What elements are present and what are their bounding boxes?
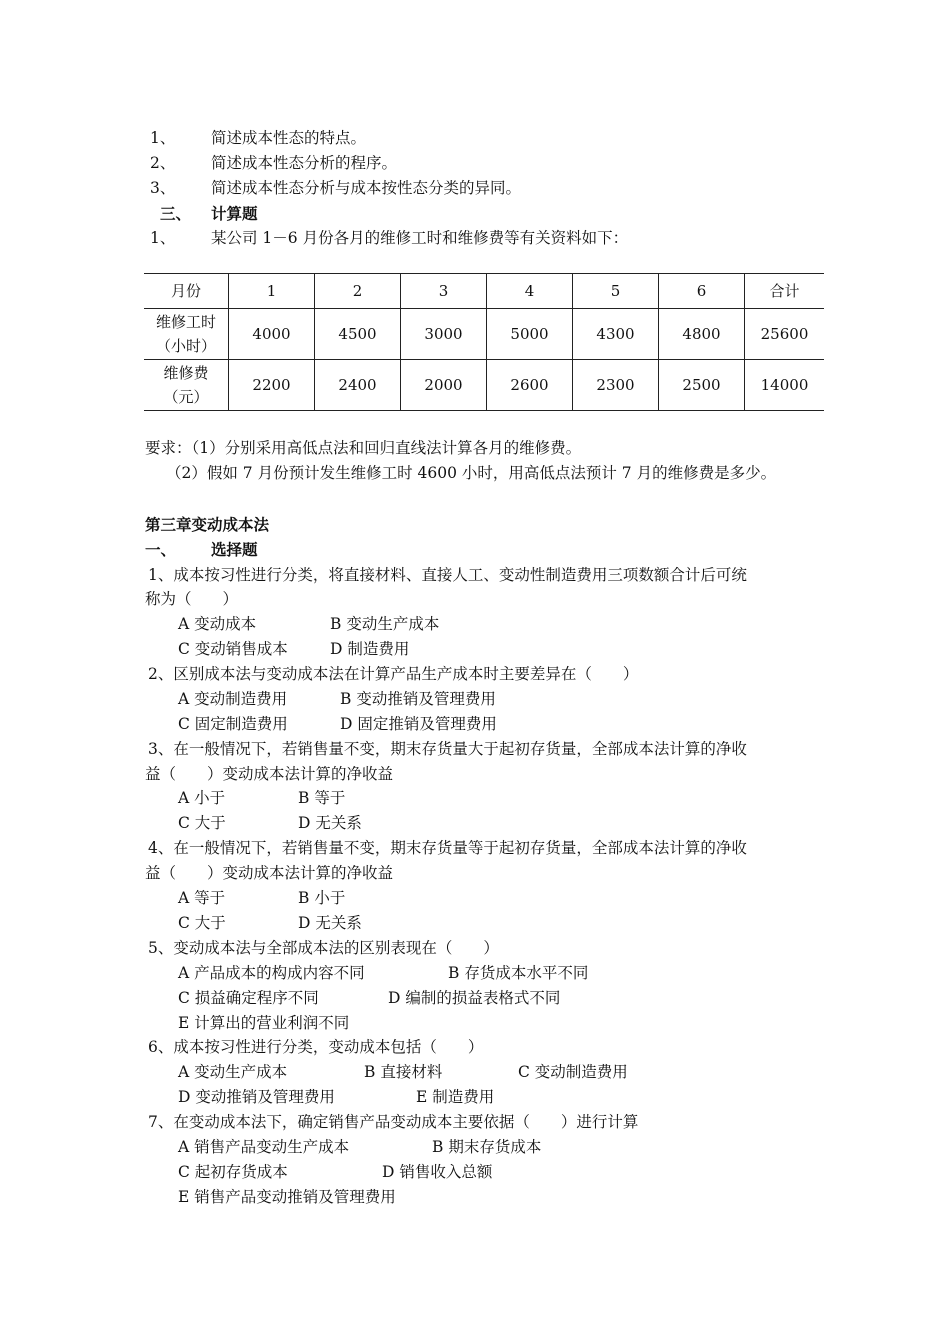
table-header-cell: 5	[573, 274, 659, 309]
mc-option: A 小于	[178, 789, 226, 807]
table-cell: 25600	[745, 309, 825, 360]
chapter-title: 第三章变动成本法	[145, 516, 270, 534]
table-header-cell: 月份	[144, 274, 229, 309]
mc-question: 5、变动成本法与全部成本法的区别表现在（ ）	[148, 939, 499, 957]
mc-option: B 小于	[298, 889, 346, 907]
table-cell: 2300	[573, 360, 659, 411]
table-row	[144, 360, 824, 411]
mc-option: C 损益确定程序不同	[178, 989, 319, 1007]
mc-option: E 计算出的营业利润不同	[178, 1014, 350, 1032]
mc-question: 称为（ ）	[145, 590, 239, 608]
section-title: 选择题	[211, 541, 258, 559]
mc-option: C 变动制造费用	[518, 1063, 628, 1081]
table-cell: 2600	[487, 360, 573, 411]
section-number: 三、	[160, 205, 192, 223]
mc-option: A 产品成本的构成内容不同	[178, 964, 365, 982]
table-header-cell: 2	[315, 274, 401, 309]
question-number: 2、	[150, 154, 176, 172]
table-cell: 4800	[659, 309, 745, 360]
table-row-label	[144, 360, 229, 411]
table-cell: 4000	[229, 309, 315, 360]
table-header-cell: 3	[401, 274, 487, 309]
mc-option: A 变动生产成本	[178, 1063, 288, 1081]
mc-option: B 期末存货成本	[432, 1138, 542, 1156]
question-number: 3、	[150, 179, 176, 197]
mc-question: 益（ ）变动成本法计算的净收益	[145, 864, 394, 882]
mc-option: A 变动成本	[178, 615, 257, 633]
mc-option: C 固定制造费用	[178, 715, 288, 733]
table-cell: 2400	[315, 360, 401, 411]
table-cell: 3000	[401, 309, 487, 360]
question-text: 简述成本性态分析与成本按性态分类的异同。	[211, 179, 522, 197]
table-cell: 2200	[229, 360, 315, 411]
mc-option: B 变动生产成本	[330, 615, 440, 633]
requirement-line: 要求：（1）分别采用高低点法和回归直线法计算各月的维修费。	[145, 439, 582, 457]
mc-option: D 无关系	[298, 814, 362, 832]
table-cell: 2500	[659, 360, 745, 411]
mc-option: C 起初存货成本	[178, 1163, 288, 1181]
mc-option: E 制造费用	[416, 1088, 495, 1106]
question-text: 某公司 1－6 月份各月的维修工时和维修费等有关资料如下：	[211, 229, 629, 247]
mc-option: B 直接材料	[364, 1063, 443, 1081]
mc-option: A 等于	[178, 889, 226, 907]
mc-option: E 销售产品变动推销及管理费用	[178, 1188, 396, 1206]
requirement-line: （2）假如 7 月份预计发生维修工时 4600 小时，用高低点法预计 7 月的维修费是多少。	[166, 464, 777, 482]
row-label-line1: 维修费	[163, 364, 209, 382]
maintenance-table	[144, 273, 824, 411]
table-header-cell: 4	[487, 274, 573, 309]
mc-option: C 大于	[178, 814, 226, 832]
table-cell: 2000	[401, 360, 487, 411]
section-number: 一、	[145, 541, 177, 559]
mc-question: 2、区别成本法与变动成本法在计算产品生产成本时主要差异在（ ）	[148, 665, 639, 683]
table-header-cell: 合计	[745, 274, 825, 309]
mc-option: B 变动推销及管理费用	[340, 690, 496, 708]
row-label-line2: （元）	[163, 388, 209, 406]
mc-option: D 制造费用	[330, 640, 410, 658]
question-text: 简述成本性态的特点。	[211, 129, 367, 147]
mc-question: 益（ ）变动成本法计算的净收益	[145, 765, 394, 783]
section-title: 计算题	[211, 205, 258, 223]
question-number: 1、	[150, 229, 176, 247]
mc-option: D 变动推销及管理费用	[178, 1088, 335, 1106]
table-header-row	[144, 274, 824, 309]
mc-question: 4、在一般情况下，若销售量不变，期末存货量等于起初存货量，全部成本法计算的净收	[148, 839, 747, 857]
mc-option: D 固定推销及管理费用	[340, 715, 497, 733]
table-header-cell: 1	[229, 274, 315, 309]
mc-option: D 无关系	[298, 914, 362, 932]
table-header-cell: 6	[659, 274, 745, 309]
mc-option: A 变动制造费用	[178, 690, 288, 708]
mc-option: D 销售收入总额	[382, 1163, 493, 1181]
table-cell: 5000	[487, 309, 573, 360]
table-row-label	[144, 309, 229, 360]
mc-question: 6、成本按习性进行分类，变动成本包括（ ）	[148, 1038, 484, 1056]
mc-question: 1、成本按习性进行分类，将直接材料、直接人工、变动性制造费用三项数额合计后可统	[148, 566, 747, 584]
row-label-line2: （小时）	[155, 337, 216, 355]
question-text: 简述成本性态分析的程序。	[211, 154, 398, 172]
table-cell: 4300	[573, 309, 659, 360]
row-label-line1: 维修工时	[155, 313, 216, 331]
mc-option: B 存货成本水平不同	[448, 964, 589, 982]
question-number: 1、	[150, 129, 176, 147]
mc-option: C 大于	[178, 914, 226, 932]
mc-option: C 变动销售成本	[178, 640, 288, 658]
table-row	[144, 309, 824, 360]
mc-option: B 等于	[298, 789, 346, 807]
table-cell: 4500	[315, 309, 401, 360]
mc-option: D 编制的损益表格式不同	[388, 989, 561, 1007]
mc-question: 3、在一般情况下，若销售量不变，期末存货量大于起初存货量，全部成本法计算的净收	[148, 740, 747, 758]
mc-option: A 销售产品变动生产成本	[178, 1138, 350, 1156]
table-cell: 14000	[745, 360, 825, 411]
mc-question: 7、在变动成本法下，确定销售产品变动成本主要依据（ ）进行计算	[148, 1113, 639, 1131]
